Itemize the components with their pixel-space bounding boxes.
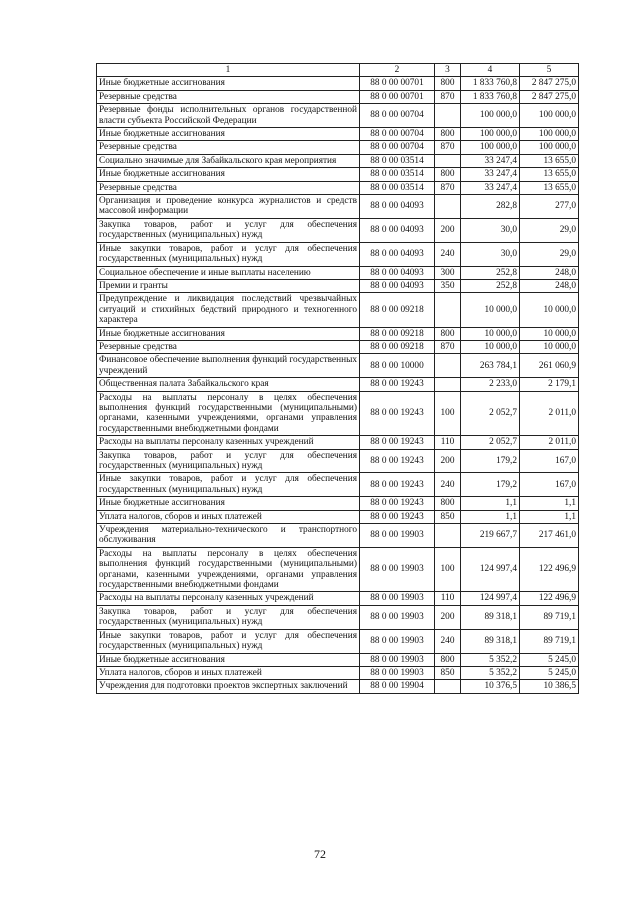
cell-code: 88 0 00 00704 [360,128,435,141]
cell-name: Учреждения для подготовки проектов экспертных заключений [97,680,360,693]
cell-amount-2: 261 060,9 [520,354,579,378]
cell-amount-1: 10 000,0 [461,327,520,340]
table-row [97,168,579,181]
cell-code: 88 0 00 09218 [360,293,435,327]
cell-name: Премии и гранты [97,279,360,292]
cell-name: Закупка товаров, работ и услуг для обеспечения государственных (муниципальных) нужд [97,449,360,473]
table-row [97,90,579,103]
cell-amount-2: 89 719,1 [520,605,579,629]
table-row [97,666,579,679]
cell-name: Иные бюджетные ассигнования [97,128,360,141]
cell-expense-type [435,524,461,548]
cell-amount-2: 2 847 275,0 [520,90,579,103]
table-row [97,680,579,693]
cell-amount-1: 2 052,7 [461,436,520,449]
header-col-5: 5 [520,64,579,77]
table-row [97,378,579,391]
cell-amount-2: 13 655,0 [520,181,579,194]
cell-expense-type [435,680,461,693]
cell-code: 88 0 00 00704 [360,141,435,154]
cell-amount-1: 1 833 760,8 [461,90,520,103]
cell-amount-1: 179,2 [461,449,520,473]
cell-name: Резервные фонды исполнительных органов государственной власти субъекта Российской Федерации [97,104,360,128]
cell-name: Расходы на выплаты персоналу в целях обеспечения выполнения функций государственными (муниципальными) органами, казенными учреждениями, органами управления государственными внебюджетными фондами [97,547,360,592]
cell-expense-type: 100 [435,547,461,592]
cell-name: Финансовое обеспечение выполнения функций государственных учреждений [97,354,360,378]
cell-expense-type [435,378,461,391]
cell-code: 88 0 00 04093 [360,242,435,266]
cell-amount-2: 10 000,0 [520,340,579,353]
cell-amount-1: 2 052,7 [461,391,520,436]
cell-code: 88 0 00 19903 [360,592,435,605]
table-row [97,293,579,327]
cell-code: 88 0 00 00704 [360,104,435,128]
cell-code: 88 0 00 04093 [360,218,435,242]
cell-code: 88 0 00 10000 [360,354,435,378]
cell-name: Закупка товаров, работ и услуг для обеспечения государственных (муниципальных) нужд [97,605,360,629]
cell-amount-2: 122 496,9 [520,547,579,592]
cell-name: Уплата налогов, сборов и иных платежей [97,666,360,679]
cell-expense-type: 350 [435,279,461,292]
table-row [97,77,579,90]
cell-code: 88 0 00 03514 [360,168,435,181]
cell-code: 88 0 00 19903 [360,653,435,666]
cell-amount-1: 252,8 [461,279,520,292]
cell-expense-type: 800 [435,653,461,666]
cell-amount-2: 29,0 [520,218,579,242]
table-row [97,128,579,141]
header-col-1: 1 [97,64,360,77]
cell-name: Иные закупки товаров, работ и услуг для обеспечения государственных (муниципальных) нужд [97,473,360,497]
cell-name: Расходы на выплаты персоналу казенных учреждений [97,592,360,605]
cell-amount-1: 219 667,7 [461,524,520,548]
cell-name: Закупка товаров, работ и услуг для обеспечения государственных (муниципальных) нужд [97,218,360,242]
table-row [97,266,579,279]
cell-name: Иные бюджетные ассигнования [97,497,360,510]
cell-name: Организация и проведение конкурса журналистов и средств массовой информации [97,195,360,219]
cell-expense-type: 800 [435,77,461,90]
table-row [97,242,579,266]
cell-amount-2: 2 011,0 [520,436,579,449]
cell-expense-type: 200 [435,218,461,242]
cell-amount-1: 89 318,1 [461,605,520,629]
cell-expense-type: 240 [435,629,461,653]
cell-amount-1: 124 997,4 [461,547,520,592]
cell-code: 88 0 00 04093 [360,279,435,292]
cell-name: Резервные средства [97,181,360,194]
table-header-row [97,64,579,77]
cell-amount-2: 1,1 [520,497,579,510]
cell-name: Общественная палата Забайкальского края [97,378,360,391]
cell-expense-type: 870 [435,181,461,194]
cell-code: 88 0 00 04093 [360,195,435,219]
cell-amount-2: 277,0 [520,195,579,219]
table-row [97,104,579,128]
cell-code: 88 0 00 19243 [360,449,435,473]
cell-expense-type: 100 [435,391,461,436]
cell-amount-1: 89 318,1 [461,629,520,653]
cell-amount-2: 10 000,0 [520,327,579,340]
table-row [97,141,579,154]
cell-amount-1: 100 000,0 [461,104,520,128]
cell-code: 88 0 00 19243 [360,378,435,391]
cell-code: 88 0 00 09218 [360,340,435,353]
cell-expense-type [435,293,461,327]
cell-amount-1: 33 247,4 [461,181,520,194]
cell-code: 88 0 00 19903 [360,547,435,592]
cell-name: Иные бюджетные ассигнования [97,168,360,181]
table-row [97,629,579,653]
cell-expense-type: 870 [435,90,461,103]
table-row [97,195,579,219]
cell-name: Предупреждение и ликвидация последствий чрезвычайных ситуаций и стихийных бедствий природного и техногенного характера [97,293,360,327]
cell-code: 88 0 00 19243 [360,497,435,510]
cell-amount-1: 263 784,1 [461,354,520,378]
cell-code: 88 0 00 19243 [360,391,435,436]
cell-amount-2: 2 847 275,0 [520,77,579,90]
cell-amount-2: 10 000,0 [520,293,579,327]
cell-amount-2: 167,0 [520,473,579,497]
cell-amount-1: 5 352,2 [461,653,520,666]
cell-amount-1: 10 376,5 [461,680,520,693]
cell-code: 88 0 00 00701 [360,77,435,90]
table-row [97,547,579,592]
cell-expense-type: 850 [435,510,461,523]
cell-code: 88 0 00 19903 [360,605,435,629]
header-col-4: 4 [461,64,520,77]
cell-name: Социальное обеспечение и иные выплаты населению [97,266,360,279]
cell-amount-2: 100 000,0 [520,104,579,128]
cell-amount-1: 33 247,4 [461,154,520,167]
cell-expense-type: 800 [435,497,461,510]
cell-amount-2: 29,0 [520,242,579,266]
cell-name: Резервные средства [97,340,360,353]
budget-table [96,63,579,694]
cell-amount-1: 1,1 [461,497,520,510]
cell-expense-type: 240 [435,242,461,266]
table-row [97,340,579,353]
page-number: 72 [314,847,326,861]
cell-name: Иные бюджетные ассигнования [97,77,360,90]
cell-name: Социально значимые для Забайкальского края мероприятия [97,154,360,167]
table-row [97,605,579,629]
cell-amount-1: 100 000,0 [461,141,520,154]
cell-name: Резервные средства [97,141,360,154]
table-body [97,64,579,694]
cell-name: Расходы на выплаты персоналу казенных учреждений [97,436,360,449]
cell-amount-1: 252,8 [461,266,520,279]
cell-expense-type: 300 [435,266,461,279]
cell-expense-type: 870 [435,340,461,353]
cell-code: 88 0 00 19903 [360,629,435,653]
cell-expense-type: 110 [435,592,461,605]
table-row [97,449,579,473]
cell-amount-2: 1,1 [520,510,579,523]
cell-amount-2: 100 000,0 [520,128,579,141]
cell-amount-1: 1 833 760,8 [461,77,520,90]
cell-amount-1: 282,8 [461,195,520,219]
cell-code: 88 0 00 19903 [360,524,435,548]
table-row [97,436,579,449]
table-row [97,154,579,167]
cell-amount-1: 100 000,0 [461,128,520,141]
cell-code: 88 0 00 19904 [360,680,435,693]
cell-amount-2: 167,0 [520,449,579,473]
cell-expense-type: 200 [435,449,461,473]
cell-name: Иные закупки товаров, работ и услуг для обеспечения государственных (муниципальных) нужд [97,629,360,653]
cell-expense-type: 240 [435,473,461,497]
table-row [97,510,579,523]
table-row [97,473,579,497]
cell-amount-2: 100 000,0 [520,141,579,154]
cell-amount-1: 1,1 [461,510,520,523]
cell-amount-2: 5 245,0 [520,666,579,679]
cell-amount-2: 122 496,9 [520,592,579,605]
cell-amount-2: 217 461,0 [520,524,579,548]
cell-amount-2: 5 245,0 [520,653,579,666]
cell-name: Резервные средства [97,90,360,103]
cell-name: Расходы на выплаты персоналу в целях обеспечения выполнения функций государственными (муниципальными) органами, казенными учреждениями, органами управления государственными внебюджетными фондами [97,391,360,436]
cell-code: 88 0 00 19243 [360,473,435,497]
table-row [97,218,579,242]
table-row [97,279,579,292]
cell-code: 88 0 00 03514 [360,181,435,194]
cell-expense-type [435,154,461,167]
cell-code: 88 0 00 00701 [360,90,435,103]
cell-amount-2: 2 011,0 [520,391,579,436]
cell-amount-2: 13 655,0 [520,154,579,167]
cell-expense-type: 800 [435,128,461,141]
cell-code: 88 0 00 03514 [360,154,435,167]
table-row [97,391,579,436]
header-col-2: 2 [360,64,435,77]
cell-expense-type [435,354,461,378]
cell-amount-1: 30,0 [461,218,520,242]
cell-code: 88 0 00 19243 [360,436,435,449]
header-col-3: 3 [435,64,461,77]
cell-name: Уплата налогов, сборов и иных платежей [97,510,360,523]
cell-amount-1: 179,2 [461,473,520,497]
table-row [97,181,579,194]
cell-expense-type: 800 [435,168,461,181]
cell-code: 88 0 00 04093 [360,266,435,279]
table-row [97,354,579,378]
cell-amount-2: 13 655,0 [520,168,579,181]
cell-amount-1: 5 352,2 [461,666,520,679]
cell-code: 88 0 00 19243 [360,510,435,523]
table-row [97,327,579,340]
cell-expense-type: 870 [435,141,461,154]
cell-name: Иные закупки товаров, работ и услуг для обеспечения государственных (муниципальных) нужд [97,242,360,266]
cell-amount-2: 10 386,5 [520,680,579,693]
table-row [97,653,579,666]
cell-expense-type: 850 [435,666,461,679]
cell-amount-2: 89 719,1 [520,629,579,653]
cell-expense-type: 200 [435,605,461,629]
cell-code: 88 0 00 19903 [360,666,435,679]
cell-amount-2: 2 179,1 [520,378,579,391]
cell-expense-type: 110 [435,436,461,449]
cell-amount-1: 33 247,4 [461,168,520,181]
cell-name: Иные бюджетные ассигнования [97,327,360,340]
cell-expense-type: 800 [435,327,461,340]
cell-amount-1: 30,0 [461,242,520,266]
cell-amount-1: 124 997,4 [461,592,520,605]
cell-amount-2: 248,0 [520,279,579,292]
cell-code: 88 0 00 09218 [360,327,435,340]
cell-name: Иные бюджетные ассигнования [97,653,360,666]
cell-amount-1: 10 000,0 [461,293,520,327]
cell-name: Учреждения материально-технического и транспортного обслуживания [97,524,360,548]
cell-amount-2: 248,0 [520,266,579,279]
cell-amount-1: 2 233,0 [461,378,520,391]
table-row [97,524,579,548]
cell-amount-1: 10 000,0 [461,340,520,353]
table-row [97,592,579,605]
table-row [97,497,579,510]
cell-expense-type [435,195,461,219]
cell-expense-type [435,104,461,128]
